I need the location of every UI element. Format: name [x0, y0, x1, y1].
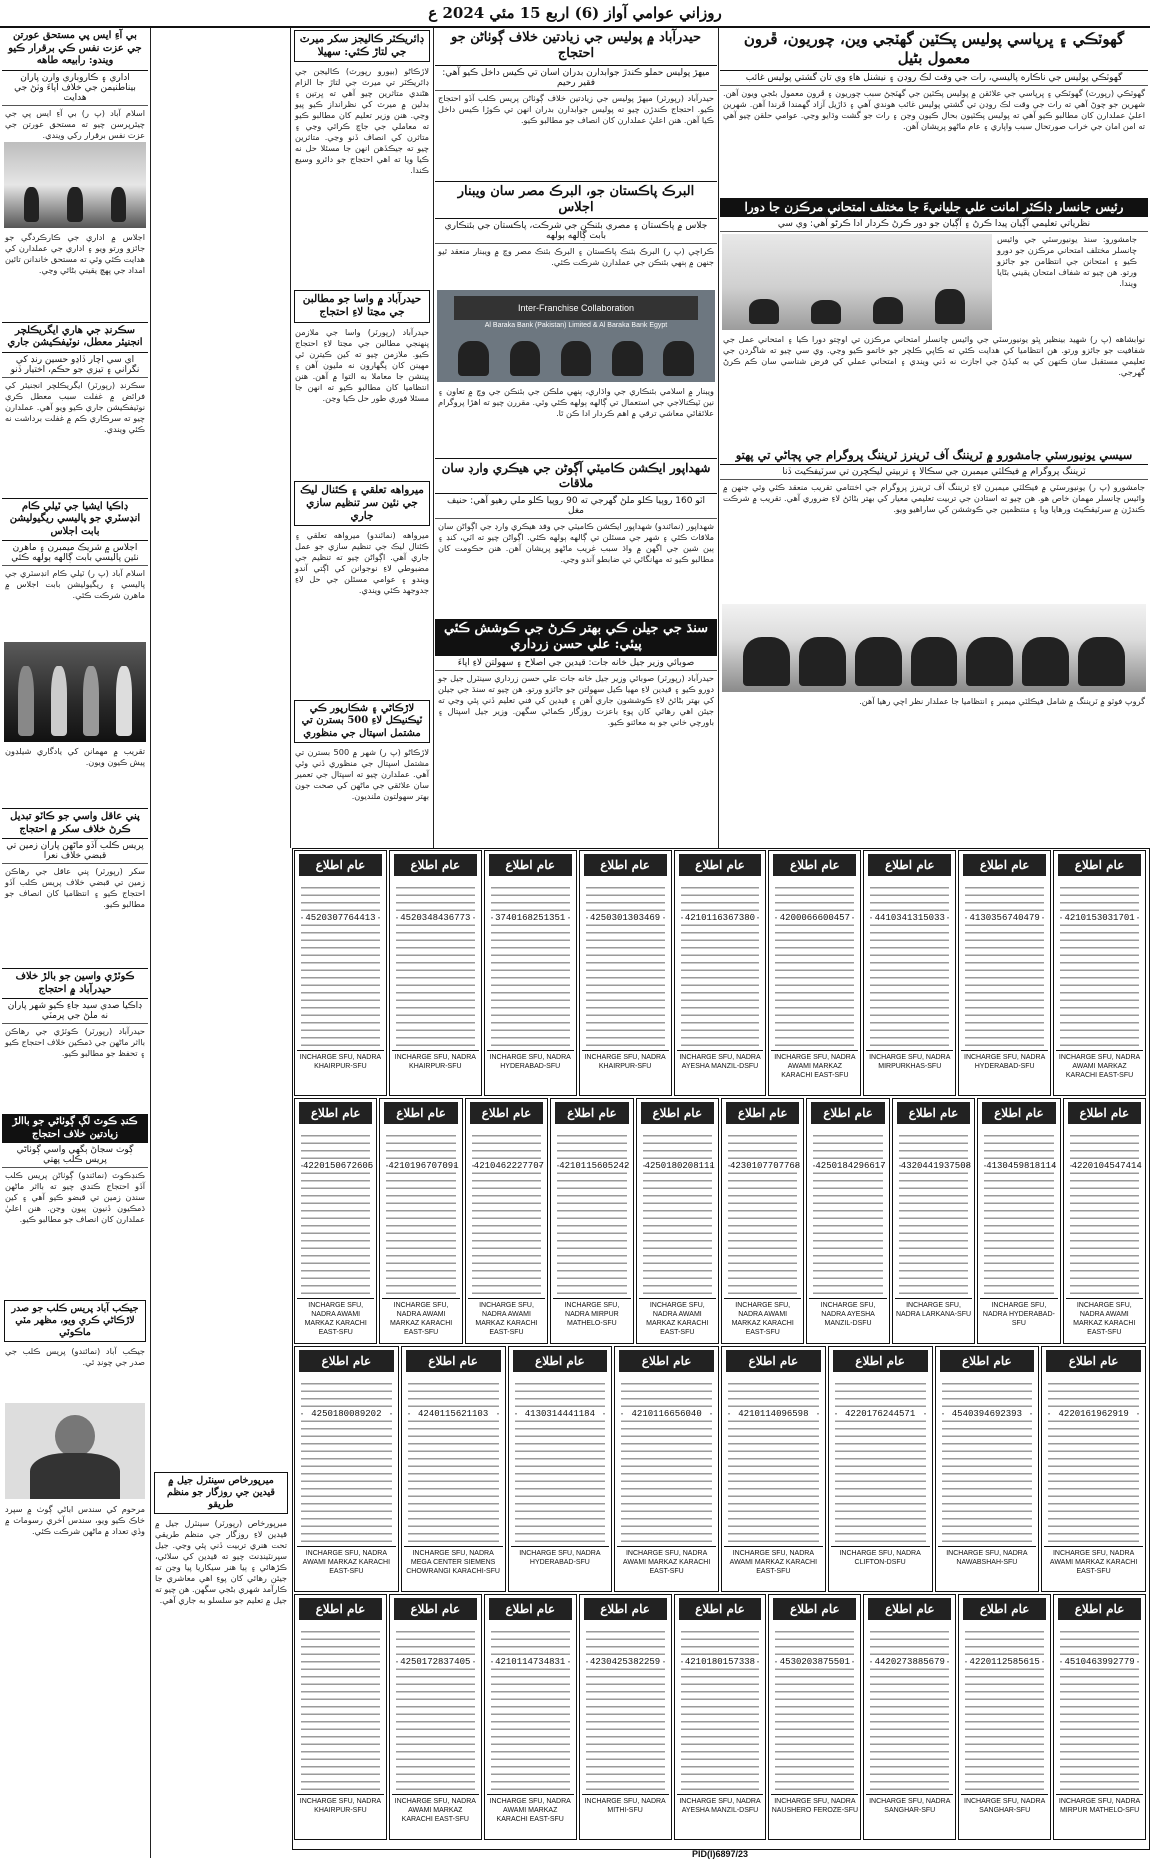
headline: ميرپورخاص سينٽرل جيل ۾ قيدين جي روزگار جو منظم طريقو	[154, 1472, 288, 1514]
subheadline: نظرياتي تعليمي آڳيان پيدا ڪرڻ ۽ آڳيان جو دور ڪرڻ ڪردار ادا ڪرڻو آهي: وي سي	[720, 217, 1148, 232]
public-notice-ad	[892, 1098, 975, 1344]
ad-footer: INCHARGE SFU, NADRA AWAMI MARKAZ KARACHI EAST-SFU	[468, 1298, 545, 1341]
ad-cnic-number: 4510463992779	[1062, 1657, 1137, 1667]
ad-title: عام اطلاع	[584, 854, 667, 876]
headline: سنڌ جي جيلن ڪي بهتر ڪرڻ جي ڪوشش ڪئي پيئي: علي حسن زرداري	[435, 619, 717, 656]
ad-title: عام اطلاع	[555, 1102, 628, 1124]
article-text: شهداپور (نمائندو) شهداپور ايڪشن ڪاميٽي جي وفد هيڪري وارڊ جي اڳواڻن سان ملاقات ڪئي ۽ شهر جي مسئلن تي ڳالهه ٻولهه ڪئي. اڳواڻن چيو ته اٽي، کنڊ ۽ ٻين شين جي اگهن ۾ واڌ سبب غريب ماڻهو پريشان آهن. هنن حڪومت کان مطالبو ڪيو ته مهانگائي تي ضابطو آندو وڃي.	[438, 521, 714, 564]
column-left	[2, 28, 148, 1586]
ad-body-text	[775, 1625, 854, 1793]
portrait-photo	[5, 1403, 145, 1499]
ad-cnic-number: 3740168251351	[493, 913, 568, 923]
ad-body-text	[586, 1625, 665, 1793]
ad-cnic-number: 4210153031701	[1062, 913, 1137, 923]
ad-body-text	[1060, 1625, 1139, 1793]
ad-body-text	[775, 881, 854, 1049]
column-rule	[433, 28, 434, 848]
public-notice-ad	[379, 1098, 462, 1344]
ad-title: عام اطلاع	[726, 1102, 799, 1124]
public-notice-ad	[294, 1098, 377, 1344]
column-rule	[290, 28, 291, 848]
ad-body-text	[835, 1377, 926, 1545]
headline: البرڪ پاڪستان جو، البرڪ مصر سان ويبنار اجلاس	[435, 181, 717, 220]
ad-cnic-number: 4130459818114	[986, 1161, 1057, 1171]
ad-cnic-number: 4210196707091	[388, 1161, 459, 1171]
public-notice-ad	[294, 1346, 399, 1592]
ad-title: عام اطلاع	[299, 1350, 394, 1372]
ad-footer: INCHARGE SFU, NADRA SANGHAR-SFU	[961, 1794, 1048, 1837]
article-text: ڪراچي (پ ر) البرڪ بئنڪ پاڪستان ۽ البرڪ بئنڪ مصر وچ ۾ ويبنار منعقد ٿيو جنهن ۾ ٻنهي بئنڪن جي عملدارن شرڪت ڪئي.	[438, 246, 714, 267]
article-text: مرحوم کي سندس اباڻي ڳوٺ ۾ سپرد خاڪ ڪيو ويو، سندس آخري رسومات ۾ وڏي تعداد ۾ ماڻهن شرڪت ڪئي.	[5, 1503, 145, 1536]
ad-body-text	[396, 1625, 475, 1793]
public-notice-ad	[863, 850, 956, 1096]
ad-cnic-number: 4220176244571	[837, 1409, 924, 1419]
ad-body-text	[984, 1129, 1057, 1297]
article-text: حيدرآباد (رپورٽر) صوبائي وزير جيل خانه جات علي حسن زرداري سينٽرل جيل جو دورو ڪيو ۽ قيدين لاءِ مهيا ڪيل سهولتن جو جائزو ورتو. هن چيو ته سنڌ جي جيلن کي بهتر بڻائڻ لاءِ ڪوششون جاري آهن ۽ قيدين کي فني تعليم ڏني پئي وڃي ته جيئن اهي رهائي کان پوءِ باعزت روزگار ڪمائي سگهن. وزير جيل اسپتال ۽ باورچي خاني جو به معائنو ڪيو.	[438, 672, 714, 727]
column-rule	[718, 28, 719, 848]
ad-title: عام اطلاع	[679, 854, 762, 876]
ad-title: عام اطلاع	[1058, 854, 1141, 876]
public-notice-ad	[465, 1098, 548, 1344]
headline: گھوٽڪي ۽ ڀرپاسي پوليس پڪٽين گھٽجي وين، چوريون، ڦرون معمول بڻيل	[720, 28, 1148, 71]
article-text: سکر (رپورٽر) پني عاقل جي رهاڪن زمين تي قبضي خلاف پريس ڪلب آڏو احتجاج ڪيو ۽ انتظاميا کان انصاف جو مطالبو ڪيو.	[5, 866, 145, 909]
public-notice-ad	[977, 1098, 1060, 1344]
article-text: گروپ فوٽو ۾ ٽريننگ ۾ شامل فيڪلٽي ميمبر ۽ انتظاميا جا عملدار نظر اچي رهيا آهن.	[859, 695, 1145, 706]
ad-body-text	[491, 1625, 570, 1793]
ad-footer: INCHARGE SFU, NADRA NAWABSHAH-SFU	[938, 1546, 1037, 1589]
ad-title: عام اطلاع	[470, 1102, 543, 1124]
subheadline: اي سي اچار ڏاڍو حسين رنڊ کي نگراني ۽ تيزي جو حڪم، اختيار ڏنو	[2, 353, 148, 378]
public-notice-ad	[721, 1098, 804, 1344]
ad-cnic-number: 4130314441184	[517, 1409, 604, 1419]
ad-footer: INCHARGE SFU, NADRA AWAMI MARKAZ KARACHI EAST-SFU	[617, 1546, 716, 1589]
masthead: روزاني عوامي آواز (6) اربع 15 مئي 2024 ع	[0, 0, 1150, 28]
ad-cnic-number: 4210180157338	[683, 1657, 758, 1667]
subheadline: ٽريننگ پروگرام ۾ فيڪلٽي ميمبرن جي سڪالا ۽ تربيتي ليڪچرن تي سرٽيفڪيٽ ڏنا	[720, 465, 1148, 480]
public-notice-ad	[1053, 850, 1146, 1096]
ad-footer: INCHARGE SFU, NADRA KHAIRPUR-SFU	[297, 1050, 384, 1093]
column-center-left	[292, 28, 432, 869]
ad-title: عام اطلاع	[299, 854, 382, 876]
ad-title: عام اطلاع	[406, 1350, 501, 1372]
ad-body-text	[515, 1377, 606, 1545]
ad-footer: INCHARGE SFU, NADRA AWAMI MARKAZ KARACHI EAST-SFU	[487, 1794, 574, 1837]
ad-footer: INCHARGE SFU, NADRA AWAMI MARKAZ KARACHI EAST-SFU	[639, 1298, 716, 1341]
ad-cnic-number: 4530203875501	[777, 1657, 852, 1667]
ad-title: عام اطلاع	[584, 1598, 667, 1620]
public-notice-ad	[958, 850, 1051, 1096]
ad-footer: INCHARGE SFU, NADRA KHAIRPUR-SFU	[392, 1050, 479, 1093]
subheadline: اجلاس ۾ شريڪ ميمبرن ۽ ماهرن نئين پاليسي بابت ڳالهه ٻولهه ڪئي	[2, 541, 148, 566]
ad-footer: INCHARGE SFU, NADRA MITHI-SFU	[582, 1794, 669, 1837]
public-notice-ad	[1063, 1098, 1146, 1344]
ad-footer: INCHARGE SFU, NADRA HYDERABAD-SFU	[511, 1546, 610, 1589]
ad-body-text	[942, 1377, 1033, 1545]
ad-cnic-number: 4220112585615	[967, 1657, 1042, 1667]
article-text: تقريب ۾ مهمانن کي يادگاري شيلڊون پيش ڪيون ويون.	[5, 746, 145, 767]
headline: رئيس جانسار ڊاڪٽر امانت علي جليانيءَ جا مختلف امتحاني مرڪزن جا دورا	[720, 198, 1148, 217]
ad-cnic-number: 4520348436773	[398, 913, 473, 923]
article-text: جيڪب آباد (نمائندو) پريس ڪلب جي صدر جي چونڊ ٿي.	[5, 1345, 145, 1367]
ad-body-text	[586, 881, 665, 1049]
ad-footer: INCHARGE SFU, NADRA NAUSHERO FEROZE-SFU	[771, 1794, 858, 1837]
ad-body-text	[408, 1377, 499, 1545]
ad-title: عام اطلاع	[1068, 1102, 1141, 1124]
article-text: حيدرآباد (رپورٽر) ميهڙ پوليس جي زيادتين خلاف ڳوٺاڻن پريس ڪلب آڏو احتجاج ڪيو. احتجاج ڪندڙن چيو ته پوليس جوابدارن بدران انهن تي ڪوڙا ڪيس داخل ڪيا آهن. هنن اعليٰ عملدارن کان انصاف جو مطالبو ڪيو.	[438, 92, 714, 125]
photo-banner-subtitle: Al Baraka Bank (Pakistan) Limited & Al Baraka Bank Egypt	[484, 322, 668, 329]
ad-footer: INCHARGE SFU, NADRA AWAMI MARKAZ KARACHI EAST-SFU	[1056, 1050, 1143, 1093]
subheadline: اٽو 160 روپيا ڪلو ملڻ گهرجي ته 90 روپيا ڪلو ملي رهيو آهي: حنيف مغل	[435, 494, 717, 519]
ad-body-text	[813, 1129, 886, 1297]
ad-body-text	[301, 881, 380, 1049]
article-text: لاڙڪاڻو (پ ر) شهر ۾ 500 بسترن تي مشتمل اسپتال جي منظوري ڏني وئي آهي. عملدارن چيو ته اسپتال جي تعمير سان علائقي جي ماڻهن کي صحت جون بهتر سهولتون ملنديون.	[295, 747, 429, 802]
news-photo	[4, 642, 146, 742]
column-lower-left	[152, 1470, 290, 1780]
ad-title: عام اطلاع	[513, 1350, 608, 1372]
ad-cnic-number: 4210116367380	[683, 913, 758, 923]
public-notice-ad	[935, 1346, 1040, 1592]
ad-body-text	[728, 1377, 819, 1545]
ad-title: عام اطلاع	[1046, 1350, 1141, 1372]
ad-body-text	[965, 1625, 1044, 1793]
ad-footer: INCHARGE SFU, NADRA SANGHAR-SFU	[866, 1794, 953, 1837]
public-notice-ad	[401, 1346, 506, 1592]
headline: حيدرآباد ۾ واسا جو مطالبن جي مڃتا لاءِ احتجاج	[294, 290, 430, 322]
public-notice-ad	[579, 1594, 672, 1840]
headline: لاڙڪاڻي ۽ شڪارپور ڪي ٽيڪنيڪل لاءِ 500 بسترن تي مشتمل اسپتال جي منظوري	[294, 700, 430, 744]
public-notice-ad	[484, 1594, 577, 1840]
headline: پني عاقل واسي جو ڪاٽو تبديل ڪرڻ خلاف سکر ۾ احتجاج	[2, 808, 148, 839]
ad-title: عام اطلاع	[394, 854, 477, 876]
public-notice-ad	[768, 850, 861, 1096]
subheadline: ڳوٺ سجاڻ ٻگهي واسي ڳوٺاڻي پريس ڪلب پهتي	[2, 1143, 148, 1168]
article-text: ميرپورخاص (رپورٽر) سينٽرل جيل ۾ قيدين لاءِ روزگار جي منظم طريقي تحت هنري تربيت ڏني پئي وڃي. جيل سپرنٽينڊنٽ چيو ته قيدين کي سلائي، ڪڙهائي ۽ ٻيا هنر سيکاريا پيا وڃن ته جيئن رهائي کان پوءِ اهي معاشري جا ڪارآمد شهري بڻجي سگهن. هن چيو ته جيل ۾ تعليم جو سلسلو به جاري آهي.	[155, 1517, 287, 1605]
ad-title: عام اطلاع	[641, 1102, 714, 1124]
ad-footer: INCHARGE SFU, NADRA MIRPURKHAS-SFU	[866, 1050, 953, 1093]
article-text: ميرواهه (نمائندو) ميرواهه تعلقي ۽ ڪئنال ليڪ جي تنظيم سازي جو عمل جاري آهي. اڳواڻن چيو ته تنظيم جي مضبوطي لاءِ نوجوانن کي اڳتي آندو ويندو ۽ عوامي مسئلن جي حل لاءِ جدوجهد ڪئي ويندي.	[295, 529, 429, 595]
ad-footer: INCHARGE SFU, NADRA AWAMI MARKAZ KARACHI EAST-SFU	[1066, 1298, 1143, 1341]
public-notice-ad	[636, 1098, 719, 1344]
headline: ڊاڪيا ايشيا جي ٽيلي ڪام انڊسٽري جو پاليسي ريگيوليشن بابت اجلاس	[2, 498, 148, 542]
news-photo	[722, 234, 992, 330]
news-photo	[437, 290, 715, 382]
subheadline: پريس ڪلب آڏو ماڻهن پاران زمين تي قبضي خلاف نعرا	[2, 839, 148, 864]
ad-title: عام اطلاع	[868, 854, 951, 876]
ad-footer: INCHARGE SFU, NADRA AWAMI MARKAZ KARACHI EAST-SFU	[297, 1298, 374, 1341]
column-rule	[150, 28, 151, 1858]
ad-title: عام اطلاع	[963, 1598, 1046, 1620]
ad-body-text	[491, 881, 570, 1049]
public-notice-ad	[389, 1594, 482, 1840]
public-notice-ad	[484, 850, 577, 1096]
public-notice-ad	[806, 1098, 889, 1344]
ad-title: عام اطلاع	[833, 1350, 928, 1372]
public-notice-ad	[1041, 1346, 1146, 1592]
ad-body-text	[386, 1129, 459, 1297]
article-text: اجلاس ۾ اداري جي ڪارڪردگي جو جائزو ورتو ويو ۽ اداري جي عملدارن کي هدايت ڪئي وئي ته مستحق خاندانن تائين امداد جي پهچ يقيني بڻائي وڃي.	[5, 231, 145, 275]
public-notice-ad	[1053, 1594, 1146, 1840]
ad-footer: INCHARGE SFU, NADRA MIRPUR MATHELO-SFU	[1056, 1794, 1143, 1837]
ad-cnic-number: 4220104547414	[1071, 1161, 1142, 1171]
ad-cnic-number: 4210114096598	[730, 1409, 817, 1419]
ad-footer: INCHARGE SFU, NADRA AWAMI MARKAZ KARACHI EAST-SFU	[382, 1298, 459, 1341]
ad-cnic-number: 4210462227707	[473, 1161, 545, 1171]
public-notice-ad	[828, 1346, 933, 1592]
headline: ڪوٽڙي واسين جو بالڙ خلاف حيدرآباد ۾ احتجاج	[2, 968, 148, 999]
ad-footer: INCHARGE SFU, NADRA KHAIRPUR-SFU	[297, 1794, 384, 1837]
ad-title: عام اطلاع	[940, 1350, 1035, 1372]
ad-title: عام اطلاع	[897, 1102, 970, 1124]
ad-body-text	[870, 1625, 949, 1793]
ad-cnic-number: 4250301303469	[588, 913, 663, 923]
ad-cnic-number: 4200066600457	[777, 913, 852, 923]
public-notice-ad	[389, 850, 482, 1096]
ad-footer: INCHARGE SFU, NADRA KHAIRPUR-SFU	[582, 1050, 669, 1093]
article-text: سڪرنڊ (رپورٽر) ايگريڪلچر انجنيئر کي فرائض ۾ غفلت سبب معطل ڪري نوٽيفڪيشن جاري ڪيو ويو آهي. عملدارن چيو ته سرڪاري ڪم ۾ غفلت برداشت نه ڪئي ويندي.	[5, 379, 145, 434]
ad-footer: INCHARGE SFU, NADRA HYDERABAD-SFU	[980, 1298, 1057, 1341]
ad-footer: INCHARGE SFU, NADRA AWAMI MARKAZ KARACHI EAST-SFU	[297, 1546, 396, 1589]
ad-cnic-number: 4250184296617	[815, 1161, 886, 1171]
ad-body-text	[621, 1377, 712, 1545]
ad-cnic-number: 4230425382259	[588, 1657, 663, 1667]
ad-cnic-number: 4250172837405	[398, 1657, 473, 1667]
ad-cnic-number: 4410341315033	[872, 913, 947, 923]
ad-body-text	[870, 881, 949, 1049]
ad-cnic-number: 4210115605242	[559, 1161, 630, 1171]
column-right	[720, 28, 1148, 738]
ad-cnic-number: 4210116656040	[623, 1409, 710, 1419]
headline: حيدرآباد ۾ پوليس جي زيادتين خلاف ڳوٺاڻن جو احتجاج	[435, 28, 717, 66]
article-text: نوابشاهه (پ ر) شهيد بينظير ڀٽو يونيورسٽي جي وائيس چانسلر امتحاني مرڪزن تي اوچتو دورا ڪيا ۽ امتحاني عمل جي شفافيت جو جائزو ورتو. هن انتظاميا کي هدايت ڪئي ته ڪاپي ڪلچر جو خاتمو ڪيو وڃي. وي سي چيو ته شاگردن جي تعليمي مستقبل سان ڪنهن کي به کيڏڻ جي اجازت نه ڏني ويندي ۽ امتحاني عملي کي فرض شناسي سان ڪم ڪرڻ گهرجي.	[723, 333, 1145, 377]
ad-footer: INCHARGE SFU, NADRA MIRPUR MATHELO-SFU	[553, 1298, 630, 1341]
public-notice-ad	[863, 1594, 956, 1840]
ad-footer: INCHARGE SFU, NADRA AWAMI MARKAZ KARACHI EAST-SFU	[724, 1546, 823, 1589]
headline: شهداپور ايڪشن ڪاميٽي آڳوڻن جي هيڪري وارڊ سان ملاقات	[435, 458, 717, 494]
article-text: اسلام آباد (پ ر) ٽيلي ڪام انڊسٽري جي پاليسي ۽ ريگيوليشن بابت اجلاس ۾ ماهرن شرڪت ڪئي.	[5, 568, 145, 600]
public-notice-ad	[550, 1098, 633, 1344]
ad-cnic-number: 4220150672605	[303, 1161, 374, 1171]
public-notice-ad	[768, 1594, 861, 1840]
ad-body-text	[1060, 881, 1139, 1049]
ad-title: عام اطلاع	[811, 1102, 884, 1124]
ad-cnic-number: 4540394692393	[944, 1409, 1031, 1419]
ad-title: عام اطلاع	[299, 1598, 382, 1620]
ad-body-text	[965, 881, 1044, 1049]
article-text: جامشورو (پ ر) يونيورسٽي ۾ فيڪلٽي ميمبرن لاءِ ٽريننگ آف ٽرينرز پروگرام جي اختتامي تقريب منعقد ڪئي وئي جنهن ۾ وائيس چانسلر مهمان خاص هو. هن چيو ته استادن جي تربيت تعليمي معيار کي بهتر بڻائڻ لاءِ ضروري آهي. تقريب ۾ شرڪت ڪندڙن ۾ سرٽيفڪيٽ ورهايا ويا ۽ منتظمين جي ڪوششن کي ساراهيو ويو.	[723, 481, 1145, 514]
ad-cnic-number: 4520307764413	[303, 913, 378, 923]
subheadline: اداري ۽ ڪاروباري وارن پاران بيناطنيمن جي خلاف اپاءَ وٺڻ جي هدايت	[2, 71, 148, 106]
article-text: گھوٽڪي (رپورٽ) گھوٽڪي ۽ ڀرپاسي جي علائقن ۾ پوليس پڪٽين جي گھٽجڻ سبب چوريون ۽ ڦرون معمول بڻجي ويون آهن. شهرين جو چوڻ آهي ته رات جي وقت لڪ روڊن تي گشتي پوليس غائب هوندي آهي ۽ ڌاڙيل آزاد گهمندا ڦرندا آهن. شهرين اعليٰ عملدارن کان مطالبو ڪيو آهي ته پوليس پڪٽيون بحال ڪيون وڃن ۽ رات جو گشت وڌايو وڃي. عوامي حلقن چيو آهي ته امن امان جي خراب صورتحال سبب واپاري ۽ عام ماڻهو پريشان آهن.	[723, 87, 1145, 131]
public-notice-ad	[294, 1594, 387, 1840]
news-photo	[4, 142, 146, 228]
headline: جيڪب آباد پريس ڪلب جو صدر لاڙڪاڻي ڪري ويو، مظهر مٽي ماڪوٽي	[4, 1300, 146, 1342]
ad-body-text	[899, 1129, 972, 1297]
subheadline: ڊاڪيا صدي سيد جاءِ ڪيو شهر پاران نه ملڻ جي پرمٽي	[2, 999, 148, 1024]
ad-footer: INCHARGE SFU, NADRA HYDERABAD-SFU	[487, 1050, 574, 1093]
ad-title: عام اطلاع	[773, 1598, 856, 1620]
ad-cnic-number: 4210114734831	[493, 1657, 568, 1667]
news-photo	[722, 604, 1146, 692]
subheadline: جلاس ۾ پاڪستان ۽ مصري بئنڪن جي شرڪت، پاڪستان جي بئنڪاري بابت ڳالهه ٻولهه	[435, 219, 717, 244]
ad-body-text	[1048, 1377, 1139, 1545]
headline: سڪرنڊ جي هاري ايگريڪلچر انجنيئر معطل، نوٽيفڪيشن جاري	[2, 322, 148, 353]
subheadline: گھوٽڪي پوليس جي ناڪاره پاليسي، رات جي وقت لڪ روڊن ۽ نيشنل هاءِ وي تان گشتي پوليس غائب	[720, 71, 1148, 86]
ad-body-text	[472, 1129, 545, 1297]
ad-title: عام اطلاع	[868, 1598, 951, 1620]
ad-footer: INCHARGE SFU, NADRA AWAMI MARKAZ KARACHI EAST-SFU	[771, 1050, 858, 1093]
ad-title: عام اطلاع	[489, 854, 572, 876]
headline: ڊائريڪٽر ڪاليجز سکر ميرٽ جي لتاڙ ڪئي: سهيلا	[294, 30, 430, 62]
ad-body-text	[681, 1625, 760, 1793]
ad-body-text	[301, 1129, 374, 1297]
ad-cnic-number: 4250180208111	[644, 1161, 715, 1171]
public-notice-ad	[579, 850, 672, 1096]
public-notice-ad	[674, 850, 767, 1096]
column-center-right	[435, 28, 717, 795]
public-notice-ad	[721, 1346, 826, 1592]
public-notice-ad	[294, 850, 387, 1096]
ad-footer: INCHARGE SFU, NADRA MEGA CENTER SIEMENS CHOWRANGI KARACHI-SFU	[404, 1546, 503, 1589]
ad-title: عام اطلاع	[679, 1598, 762, 1620]
ad-title: عام اطلاع	[384, 1102, 457, 1124]
headline: ميرواهه تعلقي ۽ ڪئنال ليڪ جي نئين سر تنظيم سازي جاري	[294, 481, 430, 526]
ad-footer: INCHARGE SFU, NADRA LARKANA-SFU	[895, 1298, 972, 1341]
photo-banner: Inter-Franchise Collaboration	[454, 296, 699, 320]
article-text: اسلام آباد (پ ر) بي آءِ ايس پي جي چيئرپرسن چيو ته مستحق عورتن جي عزت نفس برقرار رکي ويندي.	[5, 107, 145, 140]
article-text: لاڙڪاڻو (بيورو رپورٽ) ڪاليجن جي ڊائريڪٽر تي ميرٽ جي لتاڙ جا الزام هڻندي متاثرين چيو آهي ته ڀرتين ۽ بدلين ۾ ميرٽ کي نظرانداز ڪيو پيو وڃي. هنن وزير تعليم کان مطالبو ڪيو ته معاملي جي جاچ ڪرائي وڃي ۽ متاثرن کي انصاف ڏنو وڃي. متاثرين چيو ته جيڪڏهن انهن جا مسئلا حل نه ڪيا ويا ته اهي احتجاج جو دائرو وسيع ڪندا.	[295, 66, 429, 176]
ad-footer: INCHARGE SFU, NADRA AWAMI MARKAZ KARACHI EAST-SFU	[1044, 1546, 1143, 1589]
ad-body-text	[681, 881, 760, 1049]
ad-cnic-number: 4240115621103	[410, 1409, 497, 1419]
public-notice-ad	[508, 1346, 613, 1592]
ad-title: عام اطلاع	[1058, 1598, 1141, 1620]
pid-number: PID(I)6897/23	[691, 1849, 749, 1859]
ad-title: عام اطلاع	[394, 1598, 477, 1620]
ad-footer: INCHARGE SFU, NADRA AYESHA MANZIL-DSFU	[809, 1298, 886, 1341]
headline: سيسي يونيورسٽي جامشورو ۾ ٽريننگ آف ٽرينرز ٽريننگ پروگرام جي پڄاڻي تي پهتو	[720, 446, 1148, 465]
ad-cnic-number: 4130356740479	[967, 913, 1042, 923]
ad-body-text	[728, 1129, 801, 1297]
article-text: جامشورو: سنڌ يونيورسٽي جي وائيس چانسلر مختلف امتحاني مرڪزن جو دورو ڪيو ۽ امتحانن جي انتظامن جو جائزو ورتو. هن چيو ته شفاف امتحان يقيني بڻايا ويندا.	[997, 233, 1137, 288]
ad-cnic-number: 4250180089202	[303, 1409, 390, 1419]
headline: بي آءِ ايس پي مستحق عورتن جي عزت نفس ڪي برقرار ڪيو ويندو: رابيعه طاهه	[2, 28, 148, 71]
subheadline: ميهڙ پوليس حملو ڪندڙ جوابدارن بدران اسان تي ڪيس داخل ڪيو آهي: فقير رحيم	[435, 66, 717, 91]
ad-footer: INCHARGE SFU, NADRA AWAMI MARKAZ KARACHI EAST-SFU	[392, 1794, 479, 1837]
ad-title: عام اطلاع	[982, 1102, 1055, 1124]
article-text: حيدرآباد (رپورٽر) واسا جي ملازمن پنهنجي مطالبن جي مڃتا لاءِ احتجاج ڪيو. ملازمن چيو ته کين ڪيترن ئي مهينن کان پگهارون نه مليون آهن ۽ پينشن جا معاملا به التوا ۾ آهن. هنن انتظاميا کان مطالبو ڪيو ته انهن جا مسئلا فوري طور حل ڪيا وڃن.	[295, 326, 429, 403]
ad-footer: INCHARGE SFU, NADRA AYESHA MANZIL-DSFU	[677, 1794, 764, 1837]
ad-footer: INCHARGE SFU, NADRA AYESHA MANZIL-DSFU	[677, 1050, 764, 1093]
ad-body-text	[301, 1625, 380, 1793]
article-text: ويبنار ۾ اسلامي بئنڪاري جي واڌاري، ٻنهي ملڪن جي بئنڪن جي وچ ۾ تعاون ۽ نين ٽيڪنالاجي جي استعمال تي ڳالهه ٻولهه ڪئي وئي. مقررن چيو ته اهڙا پروگرام علائقائي معاشي ترقي ۾ اهم ڪردار ادا ڪن ٿا.	[438, 386, 714, 418]
public-notice-ad	[958, 1594, 1051, 1840]
subheadline: صوبائي وزير جيل خانه جات: قيدين جي اصلاح ۽ سهولتن لاءِ اپاءَ	[435, 656, 717, 671]
ad-body-text	[396, 881, 475, 1049]
ad-footer: INCHARGE SFU, NADRA CLIFTON-DSFU	[831, 1546, 930, 1589]
ad-body-text	[1070, 1129, 1142, 1297]
ad-title: عام اطلاع	[299, 1102, 372, 1124]
ad-title: عام اطلاع	[726, 1350, 821, 1372]
headline: ڪنڊ ڪوٽ لڳ ڳوٺاڻي جو باالڙ زيادتين خلاف احتجاج	[2, 1114, 148, 1143]
ad-cnic-number: 4320441937508	[900, 1161, 972, 1171]
ad-title: عام اطلاع	[963, 854, 1046, 876]
public-notice-ad	[674, 1594, 767, 1840]
article-text: حيدرآباد (رپورٽر) ڪوٽڙي جي رهاڪن بااثر ماڻهن جي ڌمڪين خلاف احتجاج ڪيو ۽ تحفظ جو مطالبو ڪيو.	[5, 1026, 145, 1058]
ad-title: عام اطلاع	[773, 854, 856, 876]
ad-cnic-number: 4420273885679	[872, 1657, 947, 1667]
public-notice-ad	[614, 1346, 719, 1592]
article-text: ڪنڊڪوٽ (نمائندو) ڳوٺاڻن پريس ڪلب آڏو احتجاج ڪندي چيو ته بااثر ماڻهن سندن زمين تي قبضو ڪيو آهي ۽ کين ڌمڪيون ڏنيون پيون وڃن. هنن اعليٰ عملدارن کان انصاف جو مطالبو ڪيو.	[5, 1170, 145, 1224]
ad-cnic-number: 4220161962919	[1050, 1409, 1137, 1419]
ad-body-text	[557, 1129, 630, 1297]
ad-title: عام اطلاع	[489, 1598, 572, 1620]
ad-footer: INCHARGE SFU, NADRA AWAMI MARKAZ KARACHI EAST-SFU	[724, 1298, 801, 1341]
ad-footer: INCHARGE SFU, NADRA HYDERABAD-SFU	[961, 1050, 1048, 1093]
ad-title: عام اطلاع	[619, 1350, 714, 1372]
ad-body-text	[301, 1377, 392, 1545]
ad-body-text	[643, 1129, 715, 1297]
ad-cnic-number: 4230107707768	[730, 1161, 801, 1171]
